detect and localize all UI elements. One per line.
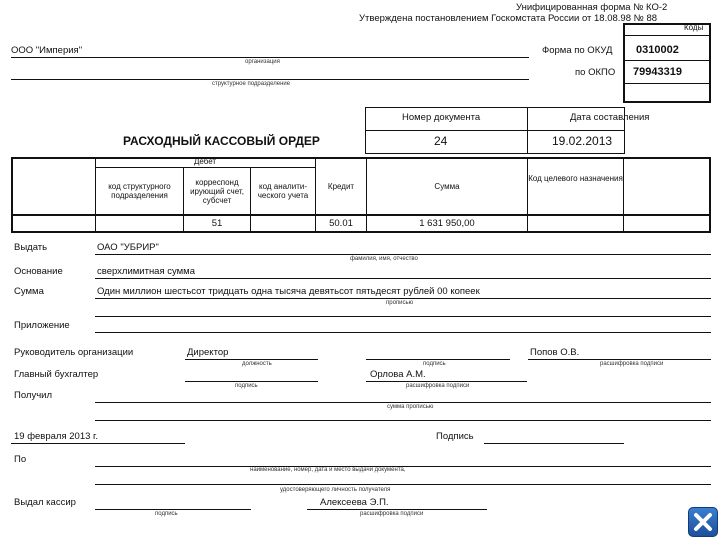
head-signature-line <box>366 359 510 360</box>
sum-label: Сумма <box>14 286 44 297</box>
head-name-line <box>528 359 711 360</box>
accountant-signature-caption: подпись <box>235 383 258 389</box>
organization-line <box>11 57 529 58</box>
issue-line <box>95 254 711 255</box>
subdivision-line <box>11 79 529 80</box>
signature-label: Подпись <box>436 431 474 442</box>
head-position-caption: должность <box>242 361 272 367</box>
cashier-signature-line <box>95 509 251 510</box>
sum-value: Один миллион шестьсот тридцать одна тысяча девятьсот пятьдесят рублей 00 копеек <box>97 286 480 297</box>
col-amount-header: Сумма <box>434 181 460 191</box>
organization-caption: организация <box>245 59 280 65</box>
by-caption-2: удостоверяющего личность получателя <box>280 487 391 493</box>
codes-divider <box>624 83 710 84</box>
cashier-label: Выдал кассир <box>14 497 76 508</box>
by-caption: наименование, номер, дата и место выдачи документа, <box>250 467 406 473</box>
sum-caption: прописью <box>386 300 414 306</box>
table-cell-subdivision <box>96 215 183 232</box>
received-date-line <box>11 443 185 444</box>
document-number: 24 <box>434 134 448 148</box>
by-label: По <box>14 454 27 465</box>
codes-divider <box>624 60 710 61</box>
close-button[interactable] <box>688 507 718 537</box>
col-subdivision-header: код структурного подразделения <box>108 182 171 200</box>
cashier-name-caption: расшифровка подписи <box>360 511 424 517</box>
received-line <box>95 402 711 403</box>
attachment-line <box>95 332 711 333</box>
basis-line <box>95 278 711 279</box>
received-date: 19 февраля 2013 г. <box>14 431 98 442</box>
number-header: Номер документа <box>402 112 481 123</box>
table-col-divider <box>623 157 624 233</box>
okud-label: Форма по ОКУД <box>542 45 613 56</box>
head-name: Попов О.В. <box>530 347 580 358</box>
issue-caption: фамилия, имя, отчество <box>350 256 418 262</box>
accountant-signature-line <box>185 381 318 382</box>
document-date: 19.02.2013 <box>552 134 613 148</box>
debit-header: Дебет <box>193 157 217 166</box>
okpo-value: 79943319 <box>633 66 682 78</box>
close-x-icon <box>689 508 717 536</box>
codes-divider <box>624 35 710 36</box>
signature-line <box>484 443 624 444</box>
issue-value: ОАО "УБРИР" <box>97 242 159 253</box>
head-position: Директор <box>187 347 229 358</box>
basis-value: сверхлимитная сумма <box>97 266 195 277</box>
received-caption: сумма прописью <box>387 404 434 410</box>
accountant-name-line <box>366 381 527 382</box>
sum-line-2 <box>95 316 711 317</box>
sum-line <box>95 298 711 299</box>
table-cell-account: 51 <box>211 218 223 229</box>
issue-label: Выдать <box>14 242 48 253</box>
col-purpose-header: Код целевого назначения <box>528 174 623 183</box>
okud-value: 0310002 <box>636 44 679 56</box>
table-cell-amount: 1 631 950,00 <box>419 218 475 229</box>
date-header: Дата составления <box>570 112 650 123</box>
accountant-label: Главный бухгалтер <box>14 369 99 380</box>
by-line-2 <box>95 484 711 485</box>
table-cell-purpose <box>528 215 623 232</box>
head-name-caption: расшифровка подписи <box>600 361 664 367</box>
col-account-header: корреспонд ирующий счет, субсчет <box>190 177 244 205</box>
form-approval-line: Утверждена постановлением Госкомстата России от 18.08.98 № 88 <box>359 13 658 24</box>
organization-name: ООО "Империя" <box>11 45 83 56</box>
cashier-name-line <box>307 509 487 510</box>
basis-label: Основание <box>14 266 63 277</box>
okpo-label: по ОКПО <box>575 67 616 78</box>
table-cell-credit: 50.01 <box>329 218 353 229</box>
attachment-label: Приложение <box>14 320 70 331</box>
received-label: Получил <box>14 390 52 401</box>
accountant-name: Орлова А.М. <box>370 369 426 380</box>
form-type-line: Унифицированная форма № КО-2 <box>516 2 668 13</box>
head-position-line <box>185 359 318 360</box>
number-date-rule <box>365 130 625 131</box>
table-cell-analytic <box>251 215 315 232</box>
accountant-name-caption: расшифровка подписи <box>406 383 470 389</box>
codes-header: Коды <box>684 23 704 32</box>
cashier-name: Алексеева Э.П. <box>320 497 389 508</box>
cashier-signature-caption: подпись <box>155 511 178 517</box>
head-signature-caption: подпись <box>423 361 446 367</box>
document-title: РАСХОДНЫЙ КАССОВЫЙ ОРДЕР <box>123 134 320 148</box>
subdivision-caption: структурное подразделение <box>212 81 291 87</box>
col-credit-header: Кредит <box>327 181 355 191</box>
received-line-2 <box>95 420 711 421</box>
head-label: Руководитель организации <box>14 347 134 358</box>
col-analytic-header: код аналити-ческого учета <box>257 182 309 200</box>
